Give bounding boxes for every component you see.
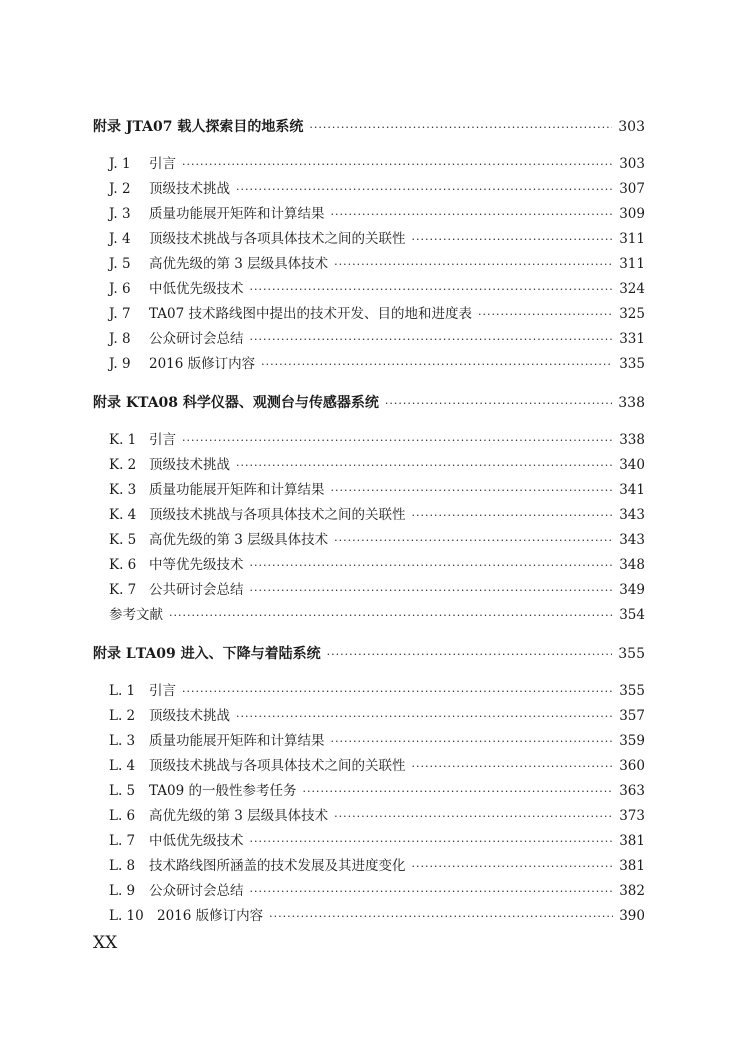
entry-number: L. 2	[109, 708, 136, 725]
entry-number: J. 2	[109, 181, 131, 198]
leader-dots	[250, 331, 614, 349]
page-number: 341	[619, 482, 645, 499]
entry-number: L. 1	[109, 683, 136, 699]
leader-dots	[250, 281, 614, 299]
entry-title: 中等优先级技术	[149, 557, 244, 574]
page-number: 331	[619, 331, 645, 348]
leader-dots	[334, 808, 613, 826]
page-number: 303	[618, 119, 645, 135]
entry-number: K. 6	[109, 557, 137, 574]
toc-entry[interactable]	[93, 531, 645, 550]
toc-entry[interactable]	[93, 682, 645, 701]
entry-title: 高优先级的第 3 层级具体技术	[149, 256, 329, 273]
toc-entry[interactable]	[93, 305, 645, 324]
entry-number: K. 3	[109, 482, 137, 499]
entry-number: L. 3	[109, 733, 136, 750]
appendix-title: TA08 科学仪器、观测台与传感器系统	[138, 395, 379, 411]
leader-dots	[412, 507, 614, 525]
page-number: 360	[619, 758, 645, 775]
toc-entry[interactable]	[93, 506, 645, 525]
leader-dots	[250, 582, 614, 600]
toc-entry[interactable]	[93, 556, 645, 575]
page-number: 355	[619, 683, 645, 699]
entry-title: 技术路线图所涵盖的技术发展及其进度变化	[149, 858, 406, 875]
page-number: 373	[619, 808, 645, 825]
entry-title: 顶级技术挑战与各项具体技术之间的关联性	[149, 231, 406, 248]
entry-title: TA09 的一般性参考任务	[149, 783, 297, 800]
leader-dots	[250, 833, 614, 851]
leader-dots	[412, 231, 614, 249]
entry-title: 2016 版修订内容	[157, 908, 264, 925]
page-number: 348	[619, 557, 645, 574]
leader-dots	[182, 683, 613, 701]
page-folio: XX	[93, 933, 118, 953]
toc-entry[interactable]	[93, 857, 645, 876]
toc-entry[interactable]	[93, 431, 645, 450]
entry-number: J. 4	[109, 231, 131, 248]
page-number: 381	[619, 858, 645, 875]
toc-entry[interactable]	[93, 255, 645, 274]
toc-entry[interactable]	[93, 280, 645, 299]
leader-dots	[331, 206, 614, 224]
entry-title: 参考文献	[109, 607, 163, 624]
leader-dots	[182, 432, 613, 450]
leader-dots	[182, 156, 613, 174]
entry-title: 中低优先级技术	[149, 833, 244, 850]
leader-dots	[334, 256, 613, 274]
entry-number: K. 2	[109, 457, 137, 474]
page-number: 381	[619, 833, 645, 850]
appendix-title: TA09 进入、下降与着陆系统	[135, 646, 321, 662]
entry-number: L. 4	[109, 758, 136, 775]
entry-title: 高优先级的第 3 层级具体技术	[149, 532, 329, 549]
page-number: 303	[619, 156, 645, 172]
page-number: 357	[619, 708, 645, 725]
leader-dots	[331, 733, 614, 751]
entry-title: 公共研讨会总结	[149, 582, 244, 599]
toc-entry[interactable]	[93, 155, 645, 174]
leader-dots	[236, 457, 613, 475]
entry-title: 高优先级的第 3 层级具体技术	[149, 808, 329, 825]
page-number: 382	[619, 883, 645, 900]
entry-title: 引言	[149, 156, 176, 172]
appendix-heading[interactable]	[93, 118, 645, 137]
appendix-heading[interactable]	[93, 394, 645, 413]
page-number: 343	[619, 532, 645, 549]
entry-title: 顶级技术挑战	[149, 181, 230, 198]
entry-title: TA07 技术路线图中提出的技术开发、目的地和进度表	[149, 306, 472, 323]
toc-entry[interactable]	[93, 832, 645, 851]
leader-dots	[412, 758, 614, 776]
entry-number: J. 8	[109, 331, 131, 348]
entry-number: K. 1	[109, 432, 137, 448]
toc-entry[interactable]	[93, 180, 645, 199]
toc-entry[interactable]	[93, 581, 645, 600]
entry-title: 质量功能展开矩阵和计算结果	[149, 733, 325, 750]
entry-title: 顶级技术挑战	[149, 708, 230, 725]
page-number: 355	[618, 646, 645, 662]
appendix-title: TA07 载人探索目的地系统	[132, 119, 304, 135]
page-number: 335	[619, 356, 645, 373]
appendix-heading[interactable]	[93, 645, 645, 664]
entry-number: K. 5	[109, 532, 137, 549]
entry-number: J. 5	[109, 256, 131, 273]
leader-dots	[331, 482, 614, 500]
entry-number: K. 7	[109, 582, 137, 599]
entry-title: 顶级技术挑战与各项具体技术之间的关联性	[149, 507, 406, 524]
entry-number: J. 3	[109, 206, 131, 223]
leader-dots	[169, 607, 613, 625]
toc-entry[interactable]	[93, 230, 645, 249]
page-number: 307	[619, 181, 645, 198]
page-number: 311	[619, 231, 645, 248]
page-number: 324	[619, 281, 645, 298]
entry-title: 顶级技术挑战	[149, 457, 230, 474]
leader-dots	[236, 708, 613, 726]
page-number: 359	[619, 733, 645, 750]
entry-number: K. 4	[109, 507, 137, 524]
page-number: 325	[619, 306, 645, 323]
entry-number: L. 9	[109, 883, 136, 900]
leader-dots	[478, 306, 613, 324]
entry-title: 2016 版修订内容	[149, 356, 256, 373]
toc-entry[interactable]	[93, 456, 645, 475]
page-number: 340	[619, 457, 645, 474]
page-number: 309	[619, 206, 645, 223]
toc-entry[interactable]	[93, 907, 645, 926]
entry-number: J. 1	[109, 156, 131, 172]
toc-entry[interactable]	[93, 481, 645, 500]
toc-entry[interactable]	[93, 606, 645, 625]
appendix-label: 附录 K	[93, 395, 139, 411]
page-number: 390	[619, 908, 645, 925]
page-number: 338	[618, 395, 645, 411]
appendix-label: 附录 J	[93, 119, 133, 135]
entry-number: J. 9	[109, 356, 131, 373]
page-number: 343	[619, 507, 645, 524]
toc-entry[interactable]	[93, 732, 645, 751]
entry-title: 质量功能展开矩阵和计算结果	[149, 482, 325, 499]
entry-title: 公众研讨会总结	[149, 883, 244, 900]
page-number: 349	[619, 582, 645, 599]
leader-dots	[385, 395, 612, 413]
leader-dots	[250, 557, 614, 575]
entry-title: 中低优先级技术	[149, 281, 244, 298]
entry-number: L. 10	[109, 908, 144, 925]
entry-number: J. 6	[109, 281, 131, 298]
leader-dots	[303, 783, 614, 801]
toc-entry[interactable]	[93, 205, 645, 224]
page-number: 338	[619, 432, 645, 448]
toc-entry[interactable]	[93, 882, 645, 901]
leader-dots	[412, 858, 614, 876]
appendix-label: 附录 L	[93, 646, 136, 662]
entry-title: 引言	[149, 432, 176, 448]
toc-entry[interactable]	[93, 807, 645, 826]
toc-entry[interactable]	[93, 330, 645, 349]
entry-number: L. 6	[109, 808, 136, 825]
entry-title: 顶级技术挑战与各项具体技术之间的关联性	[149, 758, 406, 775]
entry-title: 公众研讨会总结	[149, 331, 244, 348]
page-number: 354	[619, 607, 645, 624]
entry-number: L. 5	[109, 783, 136, 800]
entry-number: J. 7	[109, 306, 131, 323]
leader-dots	[236, 181, 613, 199]
leader-dots	[261, 356, 613, 374]
page-number: 363	[619, 783, 645, 800]
leader-dots	[250, 883, 614, 901]
leader-dots	[309, 119, 612, 137]
entry-title: 引言	[149, 683, 176, 699]
page-number: 311	[619, 256, 645, 273]
entry-number: L. 8	[109, 858, 136, 875]
leader-dots	[327, 646, 613, 664]
entry-title: 质量功能展开矩阵和计算结果	[149, 206, 325, 223]
leader-dots	[269, 908, 613, 926]
toc-entry[interactable]	[93, 757, 645, 776]
toc-entry[interactable]	[93, 355, 645, 374]
toc-entry[interactable]	[93, 782, 645, 801]
leader-dots	[334, 532, 613, 550]
entry-number: L. 7	[109, 833, 136, 850]
toc-entry[interactable]	[93, 707, 645, 726]
